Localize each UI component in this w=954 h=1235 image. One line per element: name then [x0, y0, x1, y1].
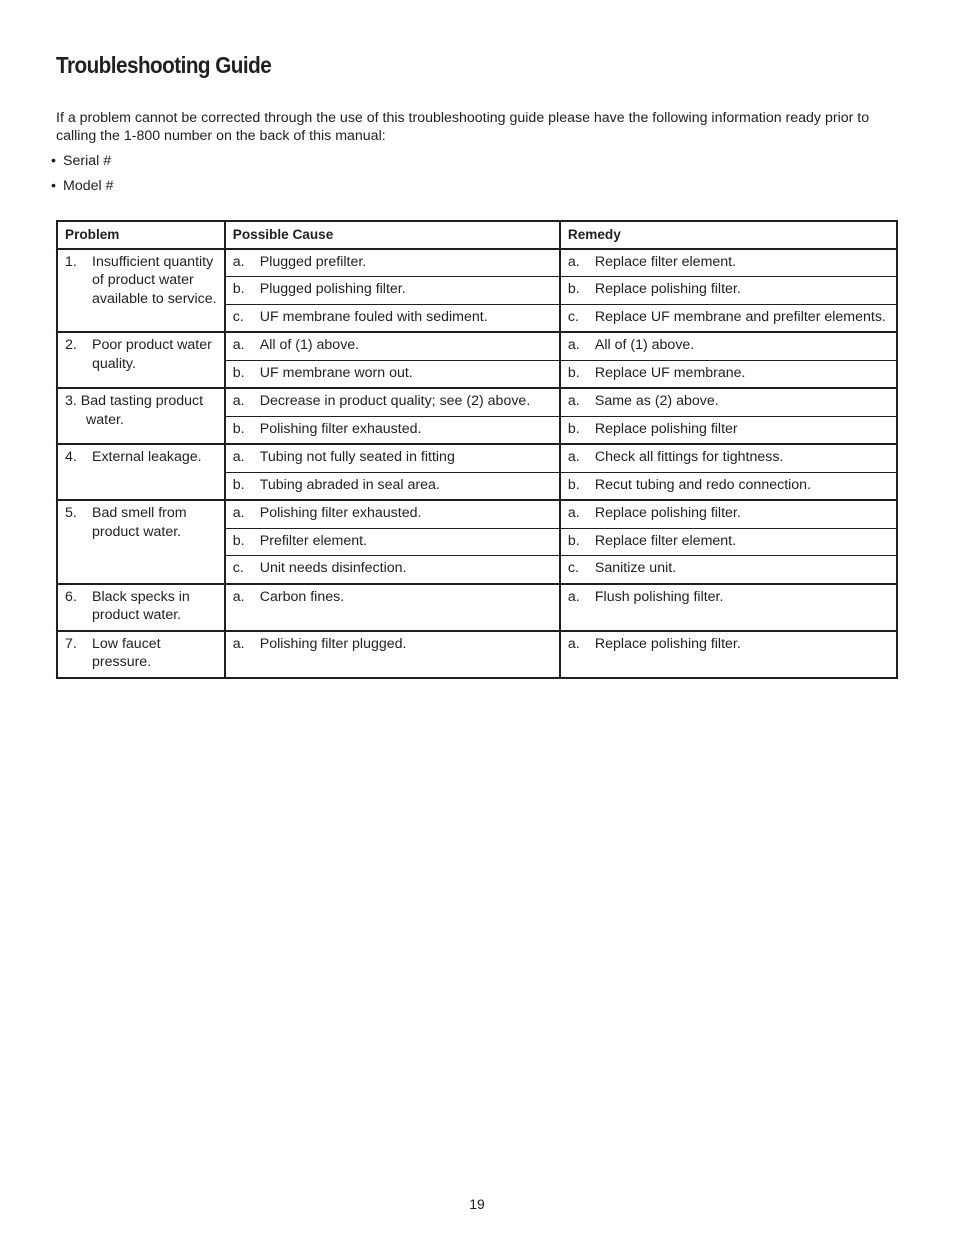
item-marker: a. [567, 588, 580, 605]
item-text: Insufficient quantity of product water available to service. [92, 253, 217, 307]
remedy-item [568, 588, 890, 607]
item-text: Tubing not fully seated in fitting [259, 449, 455, 465]
remedy-cell [560, 360, 897, 388]
problem-cell [57, 631, 225, 678]
item-marker: a. [232, 449, 245, 465]
remedy-cell [560, 444, 897, 472]
table-row [57, 631, 897, 678]
cause-item [233, 280, 553, 299]
item-marker: 7. [65, 635, 77, 652]
cause-cell [225, 444, 560, 472]
remedy-cell [560, 528, 897, 556]
item-text: Plugged prefilter. [259, 253, 367, 270]
item-text: UF membrane worn out. [259, 364, 413, 381]
item-marker: b. [232, 420, 245, 437]
cause-cell [225, 332, 560, 360]
item-text: Polishing filter exhausted. [259, 505, 422, 521]
cause-item [233, 532, 553, 551]
problem-cell [57, 388, 225, 444]
problem-item [65, 253, 218, 309]
item-text: Replace polishing filter. [594, 635, 741, 652]
problem-item [65, 504, 218, 541]
item-text: Replace UF membrane. [594, 364, 746, 381]
item-marker: c. [567, 308, 579, 325]
cause-item [233, 420, 553, 439]
remedy-cell [560, 631, 897, 678]
item-marker: b. [567, 532, 580, 549]
item-text: Polishing filter exhausted. [259, 420, 422, 437]
remedy-item [568, 504, 890, 523]
remedy-item [568, 532, 890, 551]
problem-item [65, 635, 218, 672]
remedy-cell [560, 472, 897, 500]
item-text: Replace polishing filter. [594, 505, 741, 521]
problem-item: 3. Bad tasting product water. [65, 393, 204, 428]
cause-cell [225, 528, 560, 556]
item-marker: b. [232, 532, 245, 549]
problem-item [65, 588, 218, 625]
item-marker: a. [232, 635, 245, 652]
item-marker: 4. [65, 449, 77, 465]
bullet-text: Serial # [63, 153, 112, 169]
cause-item [233, 635, 553, 654]
item-marker: a. [567, 635, 580, 652]
cause-item [233, 588, 553, 607]
item-text: Prefilter element. [259, 532, 368, 549]
item-marker: a. [232, 588, 245, 605]
item-text: Replace polishing filter [594, 420, 738, 437]
item-marker: 5. [65, 505, 77, 521]
item-text: Replace filter element. [594, 253, 737, 270]
remedy-item [568, 420, 890, 439]
cause-cell [225, 631, 560, 678]
problem-cell [57, 584, 225, 631]
cause-item [233, 336, 553, 355]
table-body [57, 249, 897, 678]
cause-item [233, 392, 553, 411]
item-text: UF membrane fouled with sediment. [259, 308, 488, 325]
header-remedy: Remedy [560, 221, 897, 249]
remedy-cell [560, 249, 897, 277]
bullet-item [51, 152, 113, 177]
item-marker: b. [232, 281, 245, 297]
table-row [57, 444, 897, 472]
item-text: Carbon fines. [259, 588, 345, 605]
item-marker: b. [567, 476, 580, 493]
item-text: Poor product water quality. [92, 337, 212, 372]
cause-item [233, 308, 553, 327]
remedy-item [568, 308, 890, 327]
item-text: All of (1) above. [594, 337, 695, 353]
remedy-cell [560, 500, 897, 528]
bullet-dot: • [51, 177, 56, 194]
problem-item [65, 336, 218, 373]
item-text: Flush polishing filter. [594, 588, 724, 605]
bullet-item [51, 177, 113, 202]
item-text: Replace polishing filter. [594, 281, 741, 297]
item-marker: c. [567, 560, 579, 576]
cause-cell [225, 249, 560, 277]
item-marker: b. [567, 364, 580, 381]
cause-cell [225, 360, 560, 388]
item-marker: 1. [65, 253, 77, 270]
remedy-cell [560, 332, 897, 360]
header-possible-cause: Possible Cause [225, 221, 560, 249]
remedy-cell [560, 277, 897, 305]
table-row [57, 500, 897, 528]
remedy-item [568, 559, 890, 578]
item-marker: a. [232, 253, 245, 270]
cause-item [233, 476, 553, 495]
item-text: Bad smell from product water. [92, 505, 187, 540]
remedy-cell [560, 304, 897, 332]
item-text: All of (1) above. [259, 337, 360, 353]
header-problem: Problem [57, 221, 225, 249]
item-marker: a. [232, 505, 245, 521]
item-text: Recut tubing and redo connection. [594, 476, 812, 493]
cause-item [233, 504, 553, 523]
item-marker: a. [567, 505, 580, 521]
item-text: External leakage. [92, 449, 202, 465]
item-text: Replace filter element. [594, 532, 737, 549]
table-row [57, 332, 897, 360]
item-marker: a. [232, 337, 245, 353]
problem-cell [57, 249, 225, 333]
item-text: Polishing filter plugged. [259, 635, 407, 652]
item-text: Decrease in product quality; see (2) above. [259, 393, 531, 409]
problem-cell [57, 444, 225, 500]
remedy-item [568, 392, 890, 411]
item-text: Tubing abraded in seal area. [259, 476, 440, 493]
table-header-row [57, 221, 897, 249]
item-marker: 2. [65, 337, 77, 353]
item-marker: b. [232, 364, 245, 381]
cause-cell [225, 500, 560, 528]
cause-item [233, 559, 553, 578]
item-text: Plugged polishing filter. [259, 281, 406, 297]
cause-item [233, 364, 553, 383]
remedy-cell [560, 416, 897, 444]
cause-item [233, 253, 553, 272]
cause-cell [225, 584, 560, 631]
remedy-item [568, 336, 890, 355]
item-text: Same as (2) above. [594, 393, 719, 409]
item-marker: a. [567, 337, 580, 353]
item-text: Low faucet pressure. [92, 635, 161, 670]
remedy-item [568, 448, 890, 467]
intro-paragraph: If a problem cannot be corrected through the use of this troubleshooting guide please have the following information ready prior to calling the 1-800 number on the back of this manual: [56, 110, 870, 144]
cause-cell [225, 472, 560, 500]
problem-cell [57, 500, 225, 584]
item-marker: b. [232, 476, 245, 493]
remedy-item [568, 253, 890, 272]
item-marker: a. [567, 253, 580, 270]
problem-cell [57, 332, 225, 388]
item-text: Replace UF membrane and prefilter elements. [594, 308, 886, 325]
page-title: Troubleshooting Guide [56, 52, 272, 78]
item-marker: b. [567, 420, 580, 437]
cause-cell [225, 556, 560, 584]
remedy-item [568, 476, 890, 495]
item-marker: c. [232, 308, 244, 325]
remedy-cell [560, 388, 897, 416]
item-marker: c. [232, 560, 244, 576]
item-text: Sanitize unit. [594, 560, 677, 576]
cause-cell [225, 416, 560, 444]
cause-cell [225, 388, 560, 416]
cause-cell [225, 277, 560, 305]
troubleshooting-table [56, 220, 898, 679]
item-marker: b. [567, 281, 580, 297]
item-marker: a. [567, 393, 580, 409]
bullet-dot: • [51, 153, 56, 169]
bullet-text: Model # [63, 177, 114, 194]
page-number: 19 [469, 1196, 485, 1212]
item-marker: a. [567, 449, 580, 465]
remedy-cell [560, 556, 897, 584]
item-marker: a. [232, 393, 245, 409]
problem-item [65, 448, 218, 467]
remedy-cell [560, 584, 897, 631]
item-text: Unit needs disinfection. [259, 560, 407, 576]
table-row [57, 249, 897, 277]
item-marker: 6. [65, 588, 77, 605]
item-text: Check all fittings for tightness. [594, 449, 784, 465]
cause-item [233, 448, 553, 467]
remedy-item [568, 364, 890, 383]
remedy-item [568, 280, 890, 299]
info-bullet-list [51, 152, 113, 201]
cause-cell [225, 304, 560, 332]
table-row [57, 388, 897, 416]
table-row [57, 584, 897, 631]
remedy-item [568, 635, 890, 654]
item-text: Black specks in product water. [92, 588, 190, 623]
